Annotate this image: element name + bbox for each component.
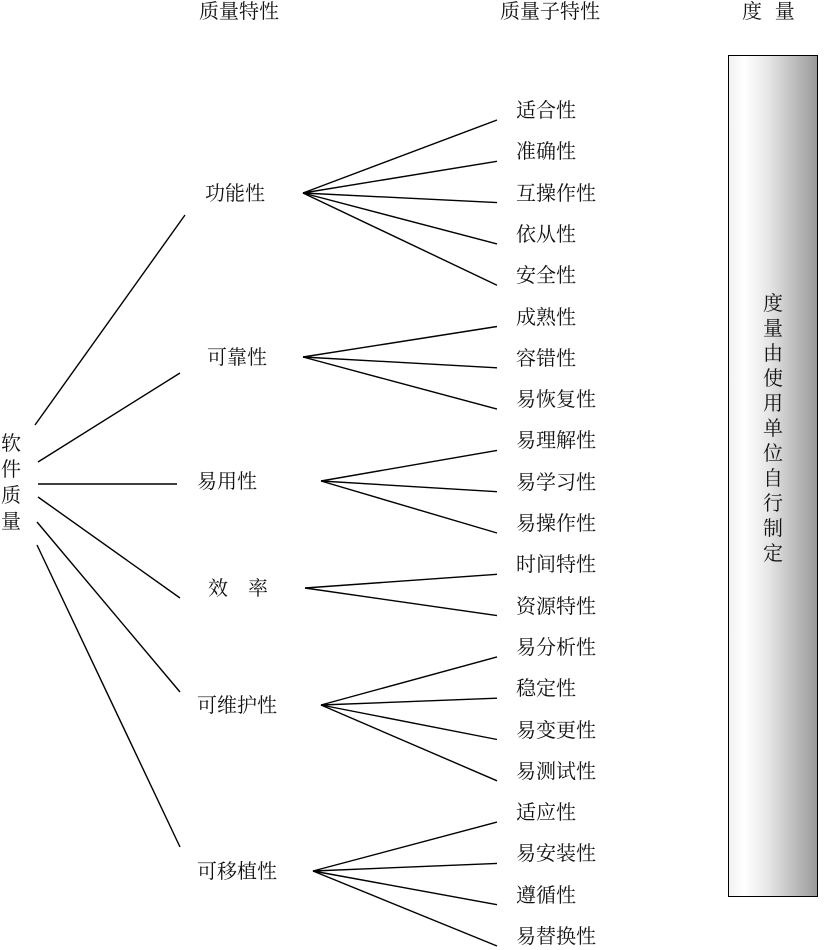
measure-char: 度 — [763, 291, 783, 315]
subcharacteristic-node: 适应性 — [516, 800, 576, 825]
subcharacteristic-node: 容错性 — [516, 345, 576, 370]
subcharacteristic-node: 遵循性 — [516, 882, 576, 907]
measure-char: 自 — [763, 466, 783, 490]
subcharacteristic-node: 易恢复性 — [516, 387, 596, 412]
measure-char: 量 — [763, 316, 783, 340]
characteristic-node: 功能性 — [205, 181, 265, 205]
subcharacteristic-node: 易分析性 — [516, 634, 596, 659]
measure-bar — [728, 55, 818, 897]
characteristic-node: 可移植性 — [197, 859, 277, 883]
characteristic-to-subcharacteristic-line — [313, 822, 497, 871]
measure-char: 单 — [763, 416, 783, 440]
characteristic-to-subcharacteristic-line — [321, 450, 497, 481]
root-char: 量 — [1, 509, 21, 533]
characteristic-to-subcharacteristic-line — [321, 481, 497, 492]
characteristic-to-subcharacteristic-line — [313, 863, 497, 871]
header-characteristics: 质量特性 — [199, 0, 279, 23]
root-to-characteristic-line — [35, 215, 185, 425]
subcharacteristic-node: 时间特性 — [516, 552, 596, 577]
characteristic-to-subcharacteristic-line — [321, 698, 497, 705]
characteristic-node: 效 率 — [208, 576, 268, 600]
root-char: 件 — [1, 457, 21, 481]
header-subcharacteristics: 质量子特性 — [500, 0, 600, 23]
subcharacteristic-node: 易变更性 — [516, 717, 596, 742]
characteristic-node: 可靠性 — [207, 345, 267, 369]
characteristic-to-subcharacteristic-line — [303, 357, 497, 409]
characteristic-to-subcharacteristic-line — [321, 705, 497, 740]
root-char: 软 — [1, 431, 21, 455]
subcharacteristic-node: 成熟性 — [516, 304, 576, 329]
measure-char: 行 — [763, 491, 783, 515]
characteristic-to-subcharacteristic-line — [303, 357, 497, 368]
characteristic-to-subcharacteristic-line — [305, 588, 497, 616]
subcharacteristic-node: 资源特性 — [516, 593, 596, 618]
subcharacteristic-node: 依从性 — [516, 221, 576, 246]
subcharacteristic-node: 易学习性 — [516, 469, 596, 494]
measure-bar-text — [729, 291, 817, 566]
characteristic-to-subcharacteristic-line — [303, 327, 497, 358]
root-node-software-quality — [0, 430, 22, 534]
measure-char: 用 — [763, 391, 783, 415]
subcharacteristic-node: 准确性 — [516, 139, 576, 164]
characteristic-node: 易用性 — [197, 469, 257, 493]
subcharacteristic-node: 易安装性 — [516, 841, 596, 866]
subcharacteristic-node: 稳定性 — [516, 676, 576, 701]
characteristic-to-subcharacteristic-line — [303, 120, 497, 193]
measure-char: 定 — [763, 541, 783, 565]
characteristic-to-subcharacteristic-line — [305, 574, 497, 588]
subcharacteristic-node: 适合性 — [516, 98, 576, 122]
subcharacteristic-node: 易操作性 — [516, 511, 596, 535]
characteristic-to-subcharacteristic-line — [303, 193, 497, 285]
header-measure: 度 量 — [742, 0, 795, 23]
characteristic-to-subcharacteristic-line — [321, 705, 497, 781]
root-to-characteristic-line — [37, 545, 180, 847]
root-char: 质 — [1, 483, 21, 507]
measure-char: 使 — [763, 366, 783, 390]
characteristic-to-subcharacteristic-line — [321, 481, 497, 533]
measure-char: 位 — [763, 441, 783, 465]
characteristic-to-subcharacteristic-line — [313, 871, 497, 946]
subcharacteristic-node: 易理解性 — [516, 428, 596, 453]
subcharacteristic-node: 安全性 — [516, 263, 576, 288]
subcharacteristic-node: 易测试性 — [516, 758, 596, 783]
root-to-characteristic-line — [38, 373, 180, 462]
measure-char: 制 — [763, 516, 783, 540]
characteristic-node: 可维护性 — [197, 693, 277, 717]
characteristic-to-subcharacteristic-line — [321, 657, 497, 705]
subcharacteristic-node: 易替换性 — [516, 924, 596, 948]
measure-char: 由 — [763, 341, 783, 365]
characteristic-to-subcharacteristic-line — [303, 161, 497, 193]
subcharacteristic-node: 互操作性 — [516, 180, 596, 205]
characteristic-to-subcharacteristic-line — [313, 871, 497, 905]
